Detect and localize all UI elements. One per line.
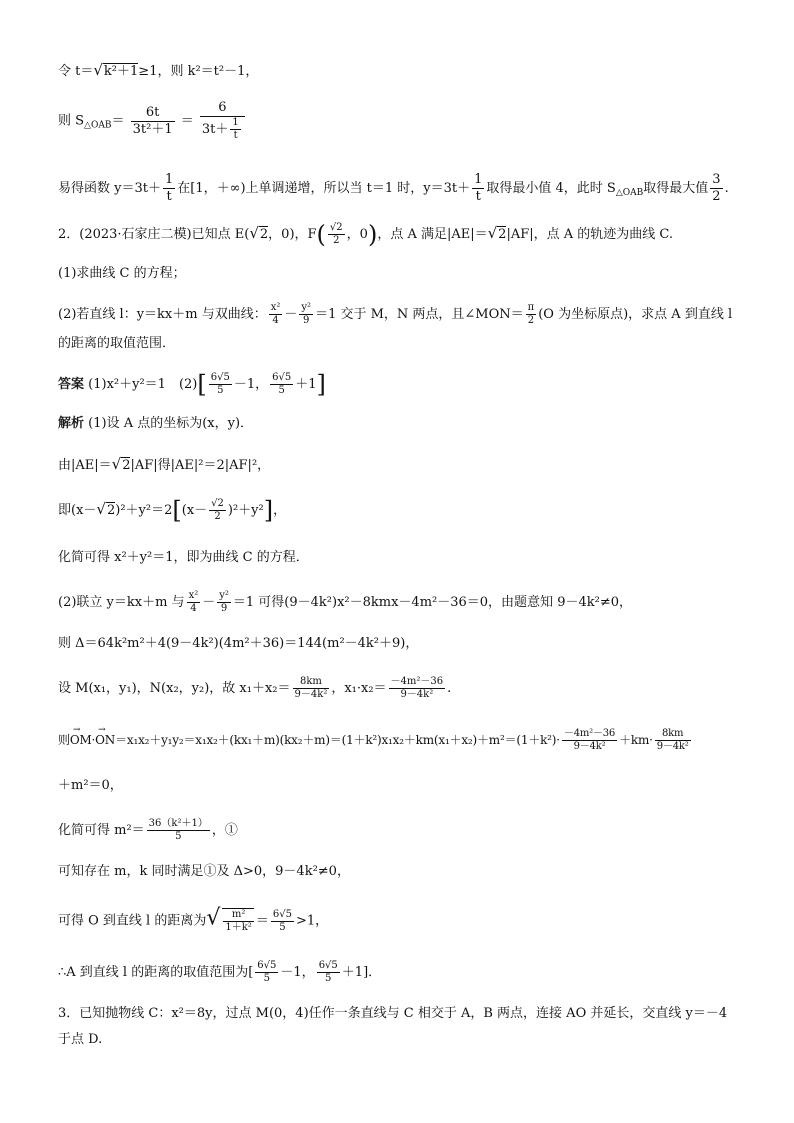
solution-line-13: ∴A 到直线 l 的距离的取值范围为[ $\frac{6√5}{5}$ －1， $\frac{6√5}{5}$ ＋1]． [58,960,382,984]
question-3-stem-cont: 于点 D. [58,1032,103,1047]
fraction: $\frac{6t}{\text{3t²＋1}}$ [132,104,173,137]
fraction: 6 3t＋ $\frac{1}{t}$ [200,100,245,142]
solution-line-5: (2)联立 y＝kx＋m 与 $\frac{\text{x²}}{4}$ － $\frac{\text{y²}}{9}$ ＝1 可得(9－4k²)x²－8kmx－4m²－36＝0，由题意知 9－4k²≠0， [58,590,632,614]
solution-line-3: 即(x－√2)²＋y²＝2[(x－ $\frac{√2}{2}$ )²＋y²]， [58,496,287,525]
answer-line: 答案 (1)x²＋y²＝1 (2)[ $\frac{6√5}{5}$ －1， $\frac{6√5}{5}$ ＋1] [58,370,326,399]
solution-line-1: 解析 (1)设 A 点的坐标为(x，y)． [58,416,254,431]
line-monotonic: 易得函数 y＝3t＋ $\frac{1}{t}$ 在[1，＋∞)上单调递增，所以当 t＝1 时，y＝3t＋ $\frac{1}{t}$ 取得最小值 4，此时 $S_{\triangle OAB}$取得最大值 $\frac{3}{2}$ . [58,172,729,204]
solution-line-7: 设 M(x₁，y₁)，N(x₂，y₂)，故 x₁＋x₂＝ $\frac{8km}{\text{9－4k²}}$ ，x₁·x₂＝ $\frac{\text{－4m²－36}}{\text{9－4k²}}$ . [58,676,452,700]
line-t-substitution: 令 t＝√k²＋1≥1，则 k²＝t²－1， [58,61,259,79]
question-2-part-2-cont: 的距离的取值范围． [58,336,176,351]
solution-label: 解析 [58,416,85,431]
answer-label: 答案 [58,377,85,392]
question-3-stem: 3．已知抛物线 C：x²＝8y，过点 M(0，4)任作一条直线与 C 相交于 A，B 两点，连接 AO 并延长，交直线 y＝－4 [58,1006,728,1021]
question-2-part-1: (1)求曲线 C 的方程； [58,266,186,281]
solution-line-11: 可知存在 m，k 同时满足①及 Δ>0，9－4k²≠0， [58,864,350,879]
solution-line-6: 则 Δ＝64k²m²＋4(9－4k²)(4m²＋36)＝144(m²－4k²＋9)， [58,636,419,651]
question-2-part-2: (2)若直线 l：y＝kx＋m 与双曲线： $\frac{\text{x²}}{4}$ － $\frac{\text{y²}}{9}$ ＝1 交于 M，N 两点，且∠MON＝ $\frac{\pi}{2}$ (O 为坐标原点)，求点 A 到直线 l [58,302,733,326]
solution-line-4: 化简可得 x²＋y²＝1，即为曲线 C 的方程． [58,550,309,565]
line-area-expression: 则 $S_{\triangle OAB}=$ $\frac{6t}{\text{3t²＋1}}$ ＝ 6 3t＋ $\frac{1}{t}$ [58,100,754,142]
solution-line-12: 可得 O 到直线 l 的距离为√ $\frac{\text{m²}}{\text{1＋k²}}$ ＝ $\frac{6√5}{5}$ >1， [58,905,329,933]
solution-line-9: ＋m²＝0， [58,778,123,793]
solution-line-8: 则→ OM·→ ON＝x₁x₂＋y₁y₂＝x₁x₂＋(kx₁＋m)(kx₂＋m)＝(1＋k²)x₁x₂＋km(x₁＋x₂)＋m²＝(1＋k²)· $\frac{\text{－4m²－36}}{\text{9－4k²}}$ ＋km· $\frac{8km}{\text{9－4k²}}$ [58,728,754,753]
question-2-stem: 2．(2023·石家庄二模)已知点 E(√2，0)，F( $\frac{√2}{2}$ ，0)，点 A 满足|AE|＝√2|AF|，点 A 的轨迹为曲线 C. [58,220,674,249]
solution-line-2: 由|AE|＝√2|AF|得|AE|²＝2|AF|²， [58,455,271,473]
solution-line-10: 化简可得 m²＝ $\frac{\text{36（k²＋1）}}{5}$ ，① [58,818,238,842]
